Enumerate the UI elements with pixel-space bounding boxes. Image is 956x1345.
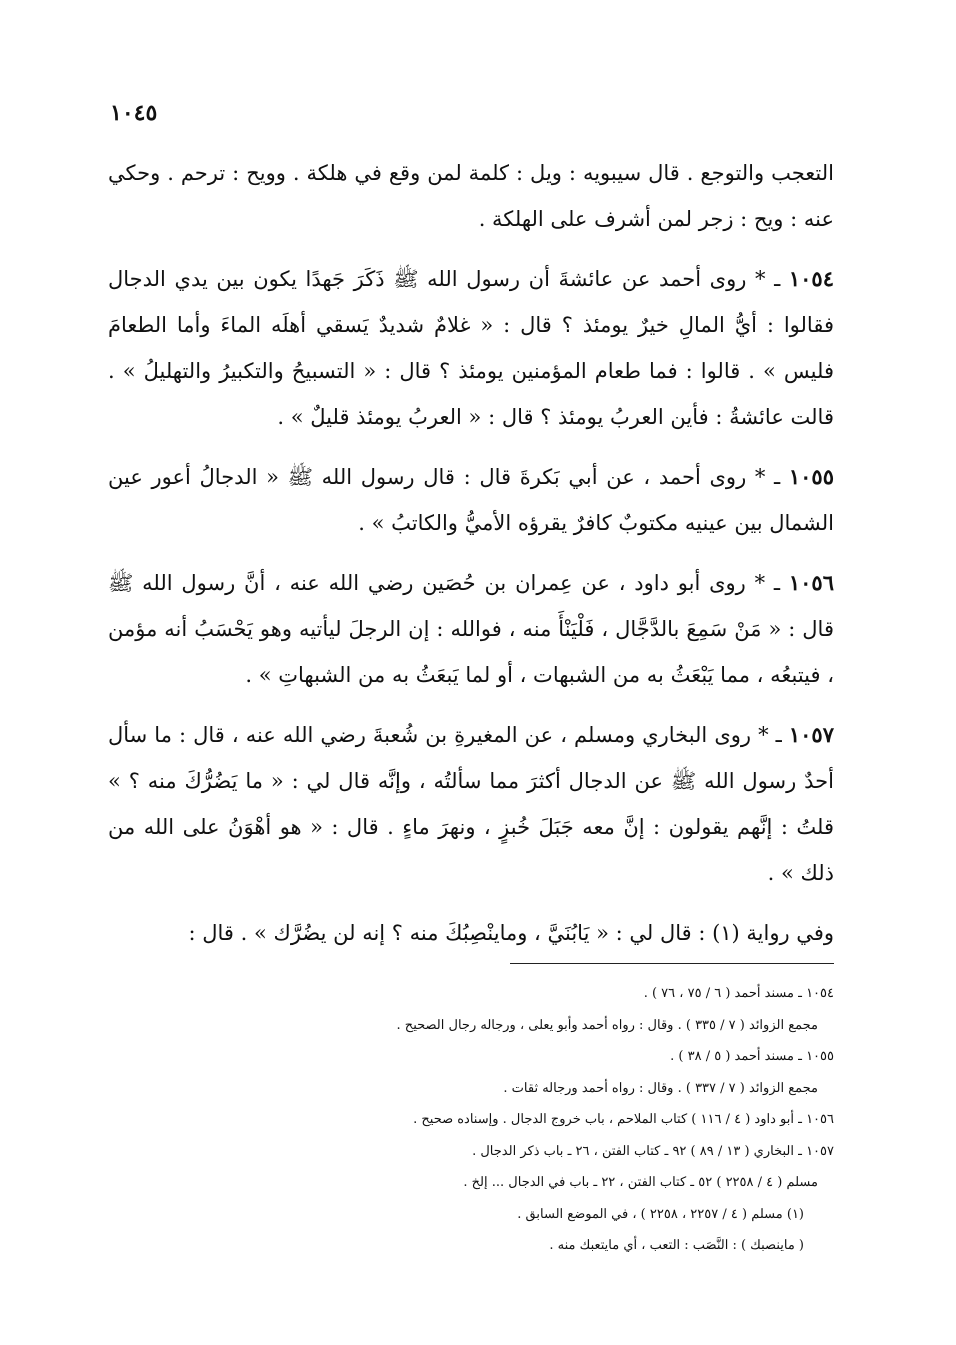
footnote-1054-majma: مجمع الزوائد ( ٧ / ٣٣٥ ) . وقال : رواه أحمد وأبو يعلى ، ورجاله رجال الصحيح . [396, 1017, 818, 1033]
footnotes [108, 978, 834, 1262]
paragraph-intro [108, 150, 834, 242]
hadith-number: ١٠٥٥ [788, 464, 834, 489]
footnote-glossary: ( ماينصبك ) : النَّصَب : التعب ، أي مايتعبك منه . [549, 1238, 804, 1253]
footnote-1: (١) مسلم ( ٤ / ٢٢٥٧ ، ٢٢٥٨ ) ، في الموضع السابق . [517, 1206, 804, 1222]
paragraph-text: وفي رواية (١) : قال لي : « يَابُنَيَّ ، وماينْصِبُكَ منه ؟ إنه لن يضُرَّك » . قال : [188, 921, 834, 945]
footnote-1057: ١٠٥٧ ـ البخاري ( ١٣ / ٨٩ ) ٩٢ ـ كتاب الفتن ، ٢٦ ـ باب ذكر الدجال . [472, 1143, 834, 1159]
hadith-1055 [108, 454, 834, 546]
hadith-text: ـ * روى أحمد ، عن أبي بَكرةَ قال : قال رسول الله ﷺ « الدجالُ أعور عين الشمال بين عينيه مكتوبٌ كافرٌ يقرؤه الأميُّ والكاتبُ » . [108, 465, 834, 535]
hadith-text: ـ * روى أحمد عن عائشةَ أن رسول الله ﷺ ذَكَرَ جَهدًا يكون بين يدي الدجال فقالوا : أيُّ المالِ خيرٌ يومئذ ؟ قال : « غلامٌ شديدٌ يَسقي أهلَه الماءَ وأما الطعامَ فليس » . قالوا : فما طعام المؤمنين يومئذ ؟ قال : « التسبيحُ والتكبيرُ والتهليلُ » . قالت عائشةُ : فأين العربُ يومئذ ؟ قال : « العربُ يومئذ قليلٌ » . [108, 267, 834, 429]
footnote-1057-muslim: مسلم ( ٤ / ٢٢٥٨ ) ٥٢ ـ كتاب الفتن ، ٢٢ ـ باب في الدجال ... إلخ . [463, 1175, 818, 1190]
hadith-1057 [108, 712, 834, 896]
hadith-text: ـ * روى أبو داود ، عن عِمران بن حُصَين رضي الله عنه ، أنَّ رسول الله ﷺ قال : « مَنْ سَمِعَ بالدَّجَّال ، فَلْيَنْأَ منه ، فوالله : إن الرجلَ ليأتيه وهو يَحْسَبُ أنه مؤمن ، فيتبعُه ، مما يَبْعَثُ به من الشبهات ، أو لما يَبعَثُ به من الشبهاتِ » . [108, 571, 834, 687]
page-number: ١٠٤٥ [110, 100, 158, 126]
hadith-1056 [108, 560, 834, 698]
footnote-1055-majma: مجمع الزوائد ( ٧ / ٣٣٧ ) . وقال : رواه أحمد ورجاله ثقات . [503, 1080, 818, 1096]
footnote-1055: ١٠٥٥ ـ مسند أحمد ( ٥ / ٣٨ ) . [670, 1049, 834, 1064]
paragraph-narration [108, 910, 834, 956]
hadith-1054 [108, 256, 834, 440]
main-text [108, 150, 834, 970]
hadith-number: ١٠٥٦ [788, 570, 834, 595]
hadith-text: ـ * روى البخاري ومسلم ، عن المغيرةِ بن شُعبةَ رضي الله عنه ، قال : ما سأل أحدٌ رسول الله ﷺ عن الدجال أكثرَ مما سألتُه ، وإنَّه قال لي : « ما يَضُرُّكَ منه ؟ » قلتُ : إنَّهم يقولون : إنَّ معه جَبَلَ خُبزٍ ، ونهرَ ماءٍ . قال : « هو أهْوَنُ على الله من ذلك » . [108, 723, 834, 885]
footnote-1054: ١٠٥٤ ـ مسند أحمد ( ٦ / ٧٥ ، ٧٦ ) . [643, 986, 834, 1001]
footnote-1056: ١٠٥٦ ـ أبو داود ( ٤ / ١١٦ ) كتاب الملاحم ، باب خروج الدجال . وإسناده صحيح . [413, 1112, 834, 1127]
footnote-divider [510, 963, 834, 964]
hadith-number: ١٠٥٤ [788, 266, 834, 291]
paragraph-text: التعجب والتوجع . قال سيبويه : ويل : كلمة لمن وقع في هلكة . وويح : ترحم . وحكي عنه : ويح : زجر لمن أشرف على الهلكة . [108, 161, 834, 231]
hadith-number: ١٠٥٧ [788, 722, 834, 747]
